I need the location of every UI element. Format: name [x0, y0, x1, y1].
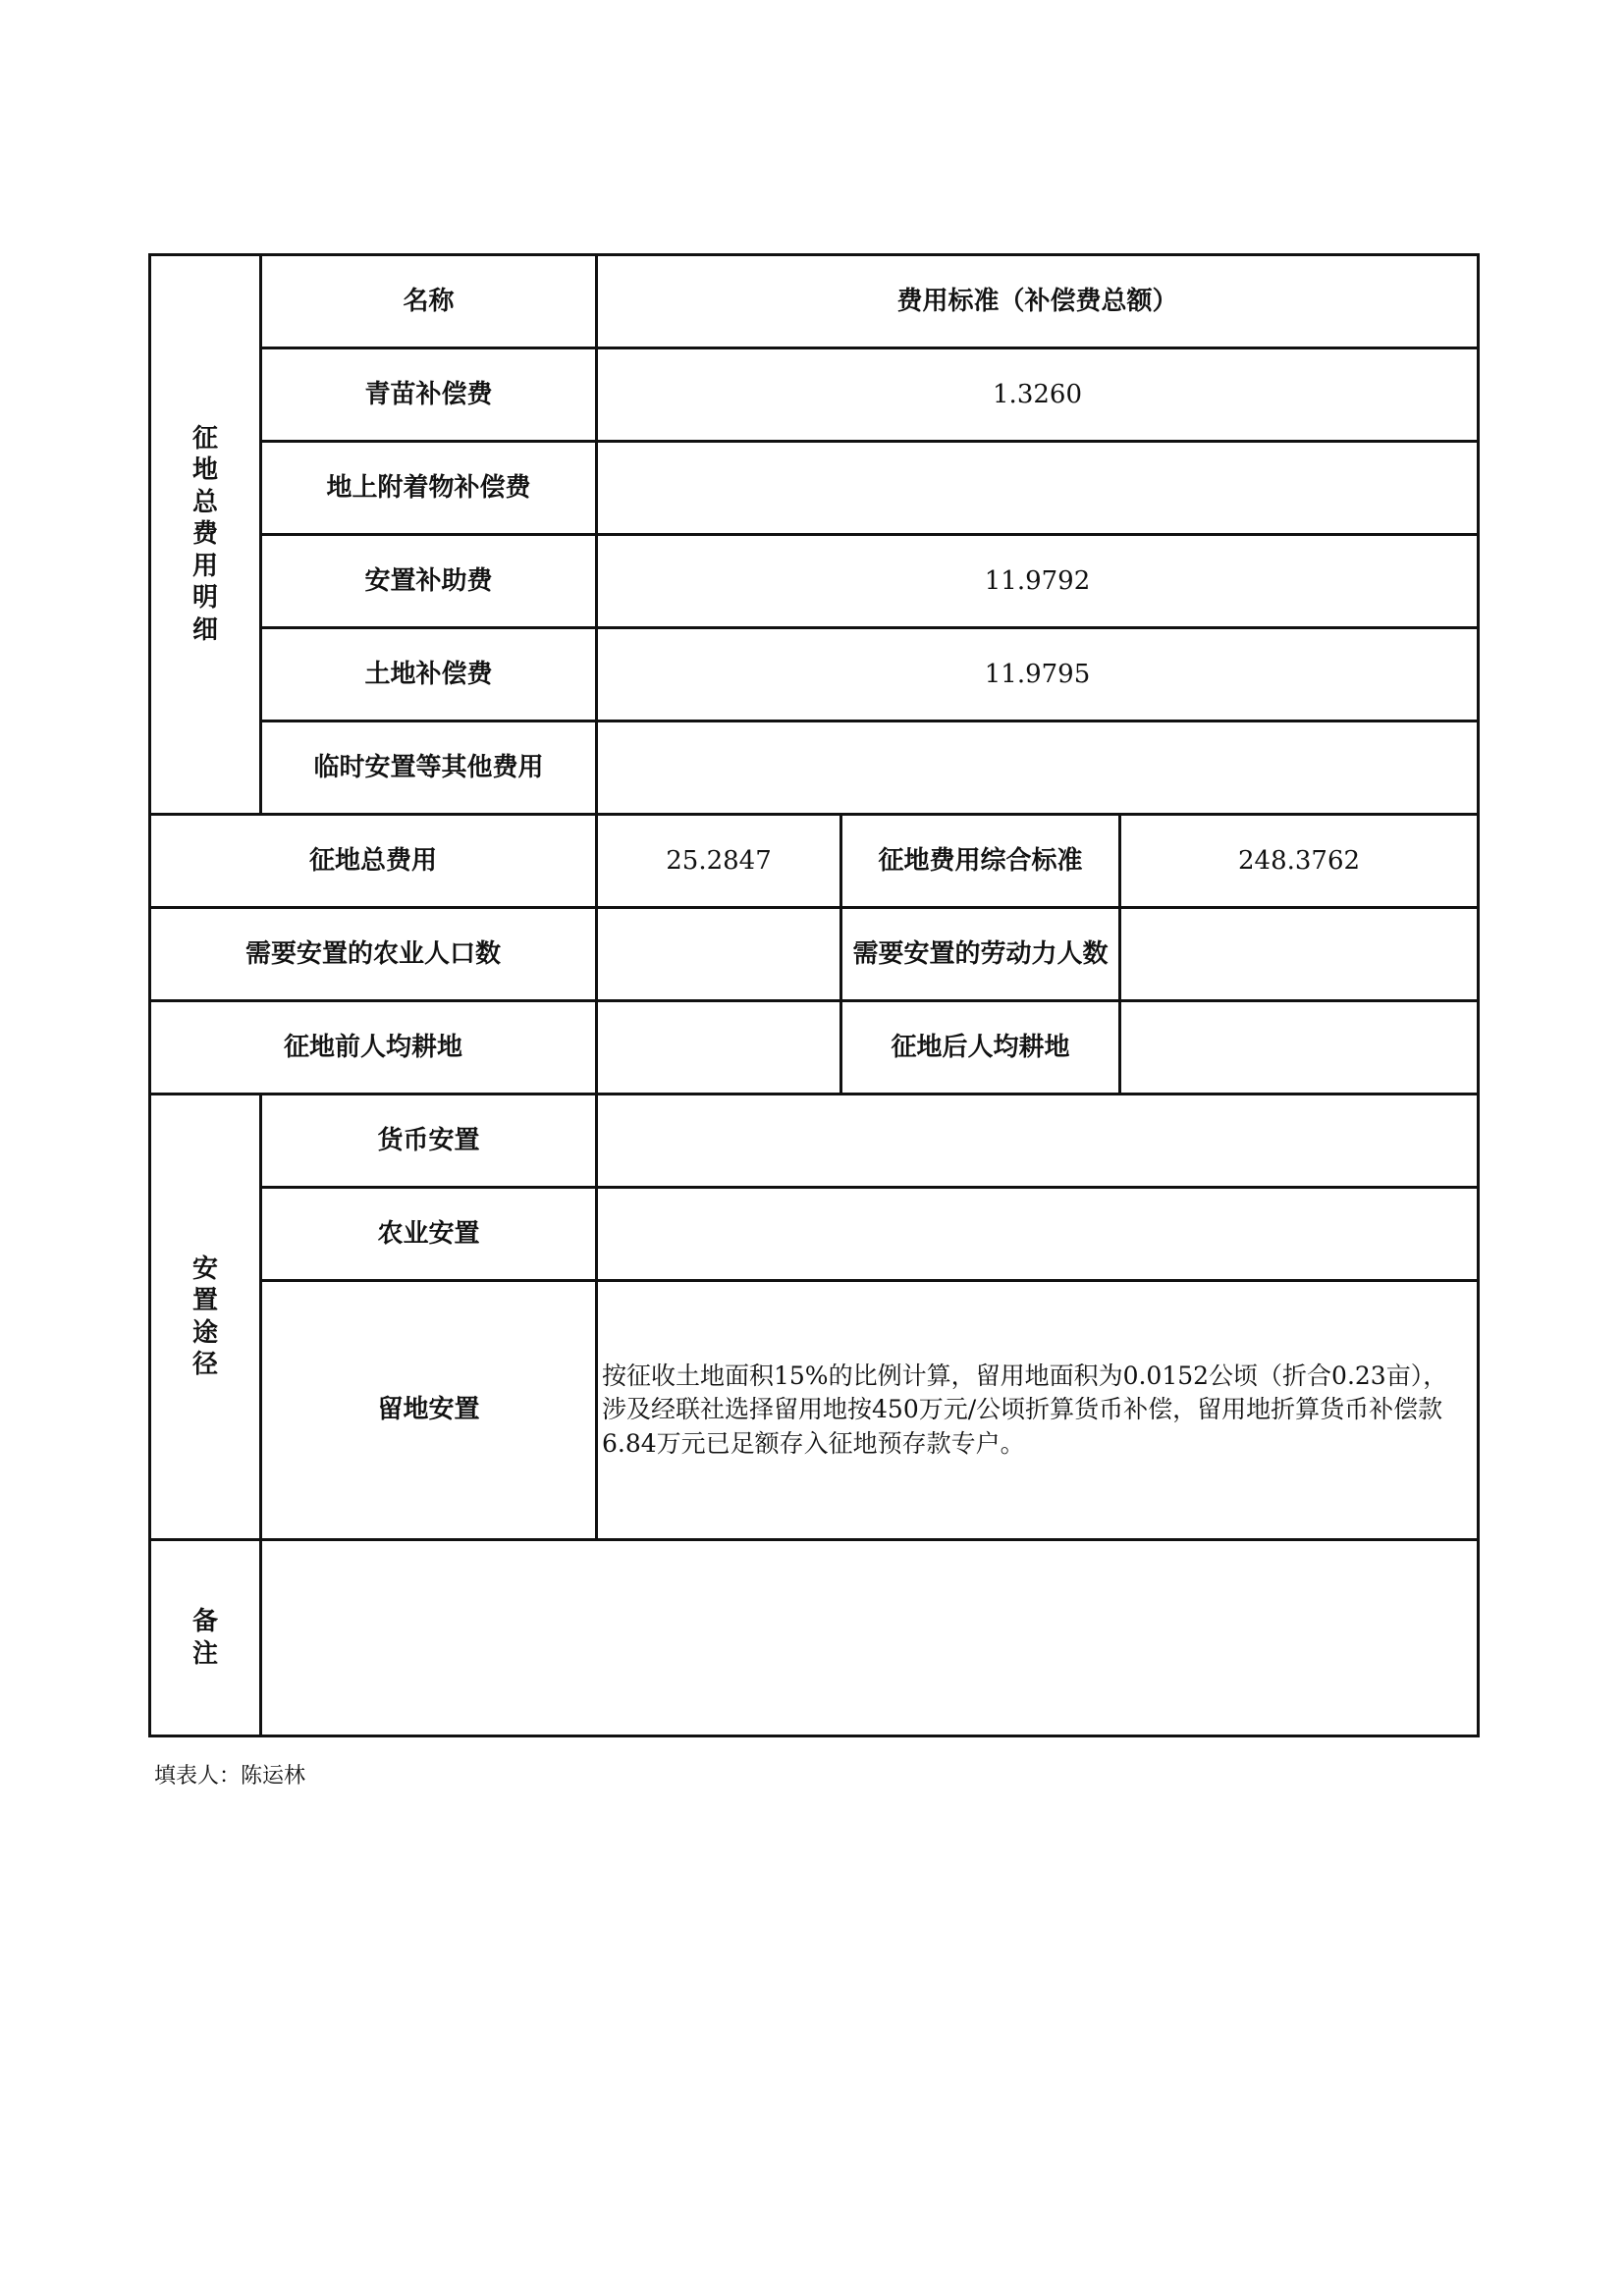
- fee-row-seedling: [150, 348, 1479, 442]
- resettlement-value-reserved-land: 按征收土地面积15%的比例计算，留用地面积为0.0152公顷（折合0.23亩），涉及经联社选择留用地按450万元/公顷折算货币补偿，留用地折算货币补偿款6.84万元已足额存入征地预存款专户。: [597, 1281, 1479, 1540]
- total-standard-label: 征地费用综合标准: [841, 815, 1120, 908]
- vertical-char: 地: [191, 455, 218, 486]
- resettlement-row-reserved-land: [150, 1281, 1479, 1540]
- header-standard: 费用标准（补偿费总额）: [597, 255, 1479, 348]
- population-row: [150, 908, 1479, 1001]
- resettlement-row-agriculture: [150, 1188, 1479, 1281]
- fee-row-land-compensation: [150, 628, 1479, 721]
- resettlement-row-money: [150, 1095, 1479, 1188]
- farmland-before-value: [597, 1001, 841, 1095]
- resettlement-label-money: 货币安置: [261, 1095, 597, 1188]
- vertical-char: 径: [191, 1350, 218, 1379]
- remark-label-text: [151, 1606, 259, 1670]
- resettlement-label-reserved-land: 留地安置: [261, 1281, 597, 1540]
- filler-note: 填表人：陈运林: [154, 1764, 306, 1789]
- fee-row-resettlement-subsidy: [150, 535, 1479, 628]
- resettlement-value-agriculture: [597, 1188, 1479, 1281]
- labor-value: [1120, 908, 1479, 1001]
- fee-row-temporary: [150, 721, 1479, 815]
- fee-label-seedling: 青苗补偿费: [261, 348, 597, 442]
- farmland-row: [150, 1001, 1479, 1095]
- fee-detail-group-label: [150, 255, 261, 815]
- vertical-char: 用: [191, 551, 218, 581]
- header-name: 名称: [261, 255, 597, 348]
- fee-value-seedling: 1.3260: [597, 348, 1479, 442]
- vertical-char: 费: [191, 519, 218, 550]
- resettlement-group-text: [151, 1254, 259, 1381]
- vertical-char: 备: [191, 1607, 218, 1636]
- fee-value-land-compensation: 11.9795: [597, 628, 1479, 721]
- remark-label: [150, 1540, 261, 1736]
- population-label: 需要安置的农业人口数: [150, 908, 597, 1001]
- total-row: [150, 815, 1479, 908]
- farmland-after-value: [1120, 1001, 1479, 1095]
- labor-label: 需要安置的劳动力人数: [841, 908, 1120, 1001]
- fee-label-attachments: 地上附着物补偿费: [261, 442, 597, 535]
- fee-value-resettlement-subsidy: 11.9792: [597, 535, 1479, 628]
- land-acquisition-table: [148, 253, 1480, 1737]
- vertical-char: 安: [191, 1254, 218, 1284]
- resettlement-label-agriculture: 农业安置: [261, 1188, 597, 1281]
- resettlement-value-money: [597, 1095, 1479, 1188]
- vertical-char: 总: [191, 487, 218, 517]
- fee-detail-group-text: [151, 423, 259, 647]
- vertical-char: 注: [191, 1638, 218, 1669]
- vertical-char: 途: [191, 1317, 218, 1348]
- remark-row: [150, 1540, 1479, 1736]
- fee-value-attachments: [597, 442, 1479, 535]
- total-standard-value: 248.3762: [1120, 815, 1479, 908]
- fee-value-temporary: [597, 721, 1479, 815]
- header-row: [150, 255, 1479, 348]
- farmland-after-label: 征地后人均耕地: [841, 1001, 1120, 1095]
- fee-label-land-compensation: 土地补偿费: [261, 628, 597, 721]
- fee-label-resettlement-subsidy: 安置补助费: [261, 535, 597, 628]
- remark-value: [261, 1540, 1479, 1736]
- vertical-char: 细: [191, 614, 218, 645]
- vertical-char: 明: [191, 583, 218, 614]
- fee-row-attachments: [150, 442, 1479, 535]
- fee-label-temporary: 临时安置等其他费用: [261, 721, 597, 815]
- population-value: [597, 908, 841, 1001]
- total-value: 25.2847: [597, 815, 841, 908]
- vertical-char: 征: [191, 423, 218, 454]
- farmland-before-label: 征地前人均耕地: [150, 1001, 597, 1095]
- total-label: 征地总费用: [150, 815, 597, 908]
- vertical-char: 置: [191, 1286, 218, 1315]
- resettlement-group-label: [150, 1095, 261, 1540]
